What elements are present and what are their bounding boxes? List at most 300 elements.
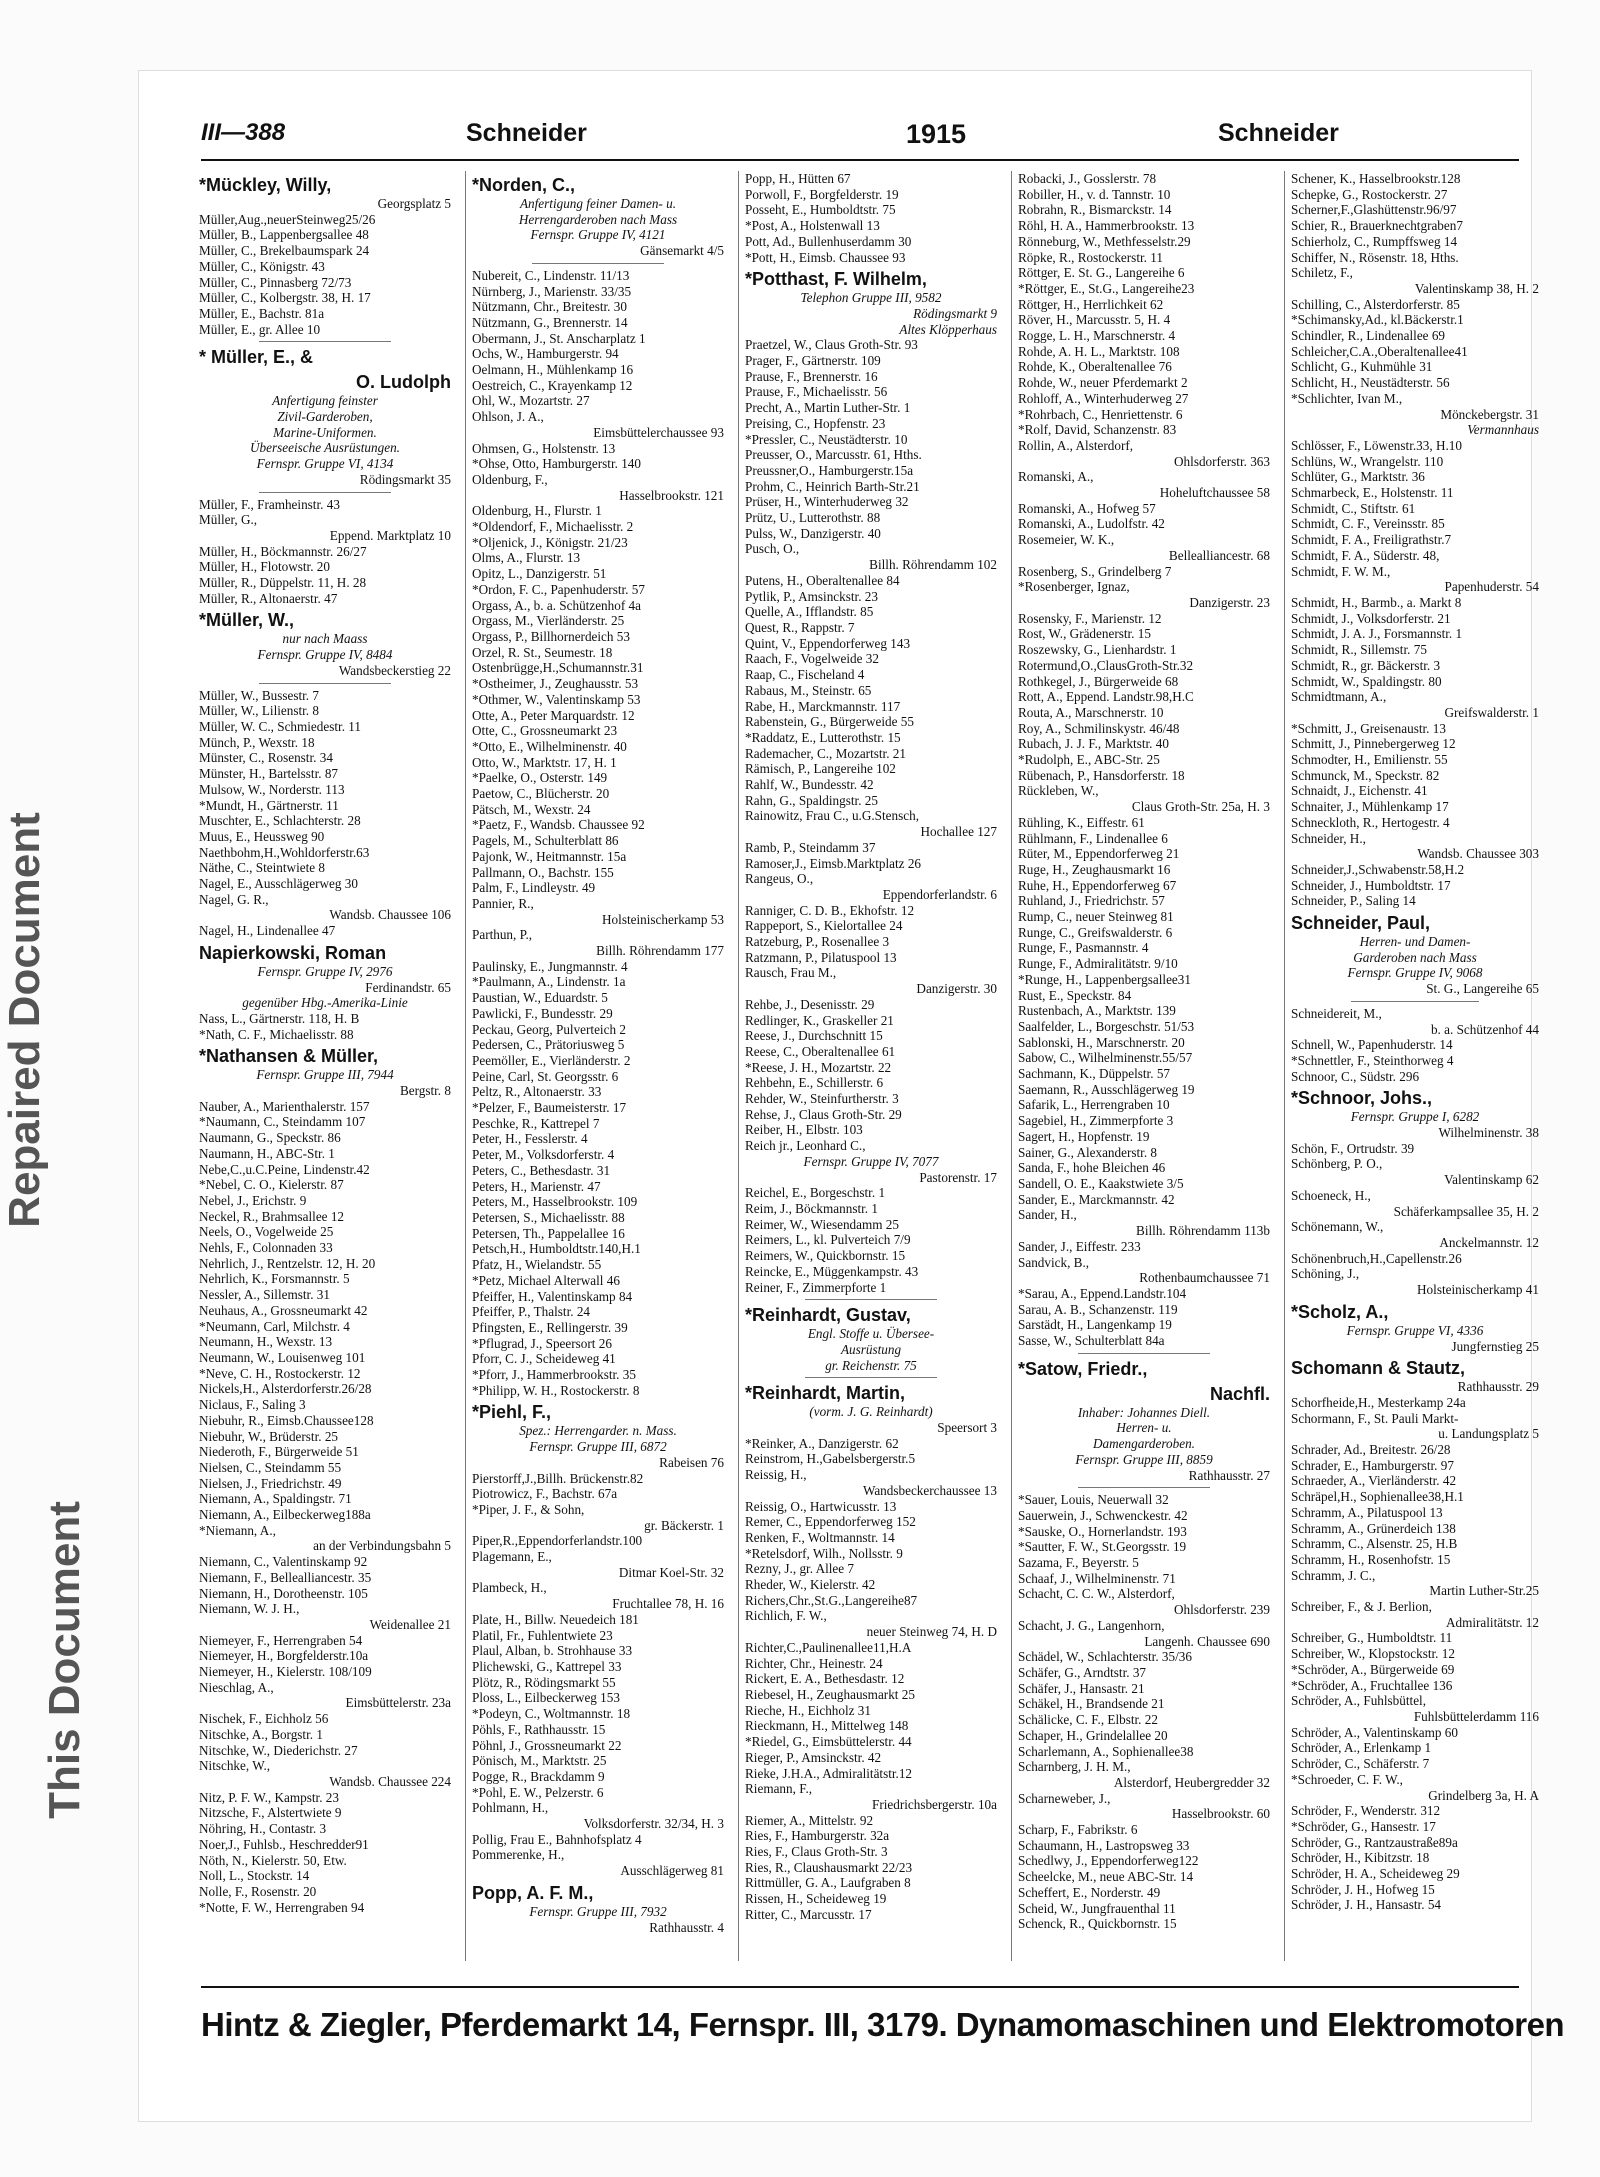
directory-entry: Rainowitz, Frau C., u.G.Stensch,	[745, 808, 919, 824]
directory-entry: Roy, A., Schmilinskystr. 46/48	[1018, 720, 1180, 736]
directory-entry: Peine, Carl, St. Georgsstr. 6	[472, 1068, 619, 1084]
directory-entry: Scheelcke, M., neue ABC-Str. 14	[1018, 1869, 1194, 1885]
directory-entry: Rahlf, W., Bundesstr. 42	[745, 777, 874, 793]
directory-entry: Riemann, F.,	[745, 1781, 813, 1797]
entry-separator	[532, 263, 664, 264]
directory-entry: *Neve, C. H., Rostockerstr. 12	[199, 1365, 361, 1381]
directory-entry: Schmidt, R., Sillemstr. 75	[1291, 642, 1427, 658]
directory-entry: Prohm, C., Heinrich Barth-Str.21	[745, 478, 920, 494]
directory-entry: Schneider, H.,	[1291, 830, 1366, 846]
directory-entry: Schramm, C., Alsenstr. 25, H.B	[1291, 1536, 1458, 1552]
directory-entry: Fernspr. Gruppe VI, 4336	[1346, 1322, 1484, 1338]
directory-entry: *Piper, J. F., & Sohn,	[472, 1501, 585, 1517]
directory-entry: Schröder, A., Fuhlsbüttel,	[1291, 1693, 1427, 1709]
directory-entry: Billh. Röhrendamm 102	[869, 557, 997, 573]
directory-entry: Fernspr. Gruppe IV, 8484	[257, 647, 393, 663]
directory-entry: Rheder, W., Kielerstr. 42	[745, 1577, 876, 1593]
directory-entry: Ferdinandstr. 65	[365, 979, 451, 995]
directory-entry: Rothkegel, J., Bürgerweide 68	[1018, 673, 1179, 689]
directory-entry: Reissig, H.,	[745, 1467, 807, 1483]
directory-entry: *Paetz, F., Wandsb. Chaussee 92	[472, 817, 645, 833]
directory-entry: Orzel, R. St., Seumestr. 18	[472, 644, 613, 660]
directory-entry: Rustenbach, A., Marktstr. 139	[1018, 1003, 1176, 1019]
directory-entry: Prütz, U., Lutterothstr. 88	[745, 510, 881, 526]
directory-entry: Schomann & Stautz,	[1291, 1358, 1466, 1379]
directory-entry: Scheffert, E., Norderstr. 49	[1018, 1884, 1161, 1900]
directory-entry: Nieschlag, A.,	[199, 1679, 274, 1695]
directory-entry: Niemann, F., Bellealliancestr. 35	[199, 1569, 372, 1585]
directory-entry: *Schnettler, F., Steinthorweg 4	[1291, 1052, 1454, 1068]
directory-entry: Riemer, A., Mittelstr. 92	[745, 1812, 874, 1828]
directory-entry: Schramm, H., Rosenhofstr. 15	[1291, 1551, 1451, 1567]
directory-entry: Rödingsmarkt 9	[913, 305, 997, 321]
header-rule	[201, 159, 1519, 161]
directory-entry: *Othmer, W., Valentinskamp 53	[472, 691, 641, 707]
directory-entry: Rabaus, M., Steinstr. 65	[745, 682, 872, 698]
directory-entry: Danzigerstr. 30	[916, 981, 997, 997]
directory-entry: *Sautter, F. W., St.Georgsstr. 19	[1018, 1539, 1187, 1555]
directory-entry: Näthe, C., Steintwiete 8	[199, 860, 325, 876]
directory-entry: Engl. Stoffe u. Übersee-	[807, 1326, 935, 1342]
directory-entry: Pfingsten, E., Rellingerstr. 39	[472, 1319, 628, 1335]
directory-entry: Pusch, O.,	[745, 541, 800, 557]
directory-entry: Fuhlsbüttelerdamm 116	[1413, 1708, 1539, 1724]
directory-entry: Ries, F., Claus Groth-Str. 3	[745, 1844, 888, 1860]
directory-entry: Robacki, J., Gosslerstr. 78	[1018, 171, 1157, 186]
directory-entry: Rosenberg, S., Grindelberg 7	[1018, 563, 1172, 579]
directory-entry: Wandsb. Chaussee 224	[329, 1773, 451, 1789]
directory-entry: Neels, O., Vogelweide 25	[199, 1224, 334, 1240]
entry-separator	[259, 492, 391, 493]
directory-entry: Nehls, F., Colonnaden 33	[199, 1240, 333, 1256]
directory-entry: Scheid, W., Jungfrauenthal 11	[1018, 1900, 1176, 1916]
directory-entry: Schneckloth, R., Hertogestr. 4	[1291, 814, 1450, 830]
directory-entry: Telephon Gruppe III, 9582	[800, 290, 942, 306]
column-4	[1018, 171, 1270, 1961]
directory-entry: Schröder, J. H., Hofweg 15	[1291, 1881, 1435, 1897]
directory-entry: Schröder, A., Valentinskamp 60	[1291, 1724, 1458, 1740]
directory-entry: Schmidt, F. A., Süderstr. 48,	[1291, 547, 1440, 563]
directory-entry: Sarstädt, H., Langenkamp 19	[1018, 1317, 1172, 1333]
directory-entry: Oldenburg, H., Flurstr. 1	[472, 503, 602, 519]
directory-entry: Ohlsdorferstr. 239	[1174, 1602, 1270, 1618]
directory-entry: Wandsbeckerchaussee 13	[862, 1482, 997, 1498]
directory-entry: Müller, H., Böckmannstr. 26/27	[199, 543, 367, 559]
directory-entry: Oestreich, C., Krayenkamp 12	[472, 377, 633, 393]
directory-entry: Ruhe, H., Eppendorferweg 67	[1018, 877, 1177, 893]
directory-entry: Pönisch, M., Marktstr. 25	[472, 1753, 607, 1769]
directory-entry: Sagebiel, H., Zimmerpforte 3	[1018, 1113, 1174, 1129]
directory-entry: Reese, J., Durchschnitt 15	[745, 1028, 883, 1044]
directory-entry: Schepke, G., Rostockerstr. 27	[1291, 186, 1448, 202]
column-divider	[1284, 171, 1285, 1961]
directory-entry: Billh. Röhrendamm 177	[596, 943, 724, 959]
directory-entry: Hoheluftchaussee 58	[1159, 485, 1270, 501]
directory-entry: Schönenbruch,H.,Capellenstr.26	[1291, 1250, 1462, 1266]
directory-entry: Riebesel, H., Zeughausmarkt 25	[745, 1686, 915, 1702]
directory-entry: Rathhausstr. 27	[1188, 1467, 1270, 1483]
directory-entry: Niemann, A., Eilbeckerweg188a	[199, 1507, 371, 1523]
directory-entry: gr. Bäckerstr. 1	[644, 1517, 724, 1533]
directory-entry: Petersen, S., Michaelisstr. 88	[472, 1210, 625, 1225]
entry-separator	[259, 341, 391, 342]
directory-entry: Rübenach, P., Hansdorferstr. 18	[1018, 767, 1185, 783]
directory-entry: Röttger, H., Herrlichkeit 62	[1018, 296, 1164, 312]
directory-entry: Reichel, E., Borgeschstr. 1	[745, 1185, 886, 1201]
directory-entry: Schmidt, C., Stiftstr. 61	[1291, 500, 1416, 516]
directory-entry: *Schröder, A., Fruchtallee 136	[1291, 1677, 1453, 1693]
directory-entry: Paustian, W., Eduardstr. 5	[472, 990, 608, 1006]
directory-entry: Rönneburg, W., Methfesselstr.29	[1018, 233, 1191, 249]
directory-entry: Nehrlich, J., Rentzelstr. 12, H. 20	[199, 1255, 376, 1271]
directory-entry: Nielsen, C., Steindamm 55	[199, 1459, 342, 1475]
directory-entry: Rosemeier, W. K.,	[1018, 532, 1115, 548]
directory-entry: Schier, R., Brauerknechtgraben7	[1291, 218, 1463, 234]
directory-entry: Pöhls, F., Rathhausstr. 15	[472, 1721, 606, 1737]
directory-entry: Preising, C., Hopfenstr. 23	[745, 415, 886, 431]
directory-entry: Rappeport, S., Kielortallee 24	[745, 918, 903, 934]
directory-entry: Rohloff, A., Winterhuderweg 27	[1018, 390, 1189, 406]
directory-entry: Petsch,H., Humboldtstr.140,H.1	[472, 1241, 641, 1257]
directory-entry: Sander, J., Eiffestr. 233	[1018, 1238, 1141, 1254]
directory-entry: Schneider,J.,Schwabenstr.58,H.2	[1291, 861, 1465, 877]
directory-entry: Reincke, E., Müggenkampstr. 43	[745, 1263, 919, 1279]
directory-entry: Valentinskamp 38, H. 2	[1414, 280, 1539, 296]
directory-entry: Peters, M., Hasselbrookstr. 109	[472, 1194, 638, 1210]
directory-entry: Marine-Uniformen.	[273, 424, 377, 440]
directory-entry: Romanski, A.,	[1018, 469, 1094, 485]
directory-entry: Safarik, L., Herrengraben 10	[1018, 1097, 1170, 1113]
directory-entry: Naumann, G., Speckstr. 86	[199, 1130, 341, 1146]
column-5	[1291, 171, 1539, 1961]
directory-entry: Schramm, J. C.,	[1291, 1567, 1376, 1583]
directory-entry: Müller, R., Düppelstr. 11, H. 28	[199, 575, 367, 591]
directory-entry: Schenck, R., Quickbornstr. 15	[1018, 1916, 1177, 1932]
directory-entry: Schormann, F., St. Pauli Markt-	[1291, 1410, 1459, 1426]
directory-entry: Inhaber: Johannes Diell.	[1077, 1404, 1211, 1420]
directory-entry: Papenhuderstr. 54	[1444, 579, 1539, 595]
directory-entry: (vorm. J. G. Reinhardt)	[809, 1404, 933, 1420]
directory-entry: Valentinskamp 62	[1444, 1172, 1539, 1188]
directory-entry: Fernspr. Gruppe VI, 4134	[256, 456, 394, 472]
directory-entry: Peters, H., Marienstr. 47	[472, 1178, 601, 1194]
directory-entry: Schröder, G., Rantzaustraße89a	[1291, 1834, 1458, 1850]
directory-entry: Speersort 3	[937, 1420, 997, 1436]
directory-entry: Fruchtallee 78, H. 16	[612, 1596, 724, 1612]
directory-entry: Müller, G.,	[199, 512, 258, 528]
directory-entry: Fernspr. Gruppe IV, 2976	[257, 963, 393, 979]
directory-entry: Pfeiffer, P., Thalstr. 24	[472, 1304, 591, 1320]
directory-entry: Röhl, H. A., Hammerbrookstr. 13	[1018, 218, 1195, 234]
directory-entry: Ratzeburg, P., Rosenallee 3	[745, 934, 890, 950]
directory-entry: Rödingsmarkt 35	[359, 471, 451, 487]
directory-entry: Opitz, L., Danzigerstr. 51	[472, 566, 607, 582]
directory-entry: Schreiber, F., & J. Berlion,	[1291, 1599, 1432, 1615]
directory-entry: Münch, P., Wexstr. 18	[199, 734, 315, 750]
directory-entry: Eimsbüttelerchaussee 93	[593, 424, 724, 440]
directory-entry: Münster, C., Rosenstr. 34	[199, 750, 333, 766]
directory-entry: Müller, C., Brekelbaumspark 24	[199, 243, 370, 259]
directory-entry: Nickels,H., Alsterdorferstr.26/28	[199, 1381, 372, 1397]
directory-page	[138, 70, 1565, 2122]
directory-entry: Reiner, F., Zimmerpforte 1	[745, 1279, 887, 1295]
directory-entry: Danzigerstr. 23	[1189, 594, 1270, 610]
directory-entry: Routa, A., Marschnerstr. 10	[1018, 704, 1164, 720]
directory-entry: Vermannhaus	[1467, 422, 1539, 438]
directory-entry: Raach, F., Vogelweide 32	[745, 651, 879, 667]
directory-entry: *Reinhardt, Gustav,	[745, 1305, 911, 1326]
directory-entry: Pajonk, W., Heitmannstr. 15a	[472, 848, 627, 864]
directory-entry: Ratzmann, P., Pilatuspool 13	[745, 949, 897, 965]
directory-entry: Garderoben nach Mass	[1353, 949, 1477, 965]
directory-entry: Schmidt, F. W. M.,	[1291, 563, 1391, 579]
directory-entry: Precht, A., Martin Luther-Str. 1	[745, 400, 911, 416]
directory-entry: Fernspr. Gruppe IV, 4121	[530, 227, 666, 243]
directory-entry: Nützmann, G., Brennerstr. 14	[472, 314, 628, 330]
directory-entry: Nielsen, J., Friedrichstr. 49	[199, 1475, 342, 1491]
directory-entry: Schramm, A., Grünerdeich 138	[1291, 1520, 1456, 1536]
directory-entry: Rathhausstr. 29	[1457, 1379, 1539, 1395]
entry-separator	[1078, 1353, 1210, 1354]
directory-entry: Schilling, C., Alsterdorferstr. 85	[1291, 296, 1460, 312]
directory-entry: Greifswalderstr. 1	[1444, 704, 1539, 720]
directory-entry: *Pressler, C., Neustädterstr. 10	[745, 431, 908, 447]
directory-entry: Spez.: Herrengarder. n. Mass.	[519, 1423, 677, 1439]
directory-entry: *Reinhardt, Martin,	[745, 1383, 906, 1404]
directory-entry: Schröder, H., Kibitzstr. 18	[1291, 1850, 1430, 1866]
directory-entry: Nöhring, H., Contastr. 3	[199, 1821, 327, 1837]
directory-entry: Pallmann, O., Bachstr. 155	[472, 864, 614, 880]
directory-entry: Sablonski, H., Marschnerstr. 20	[1018, 1034, 1185, 1050]
directory-entry: Rehbe, J., Desenisstr. 29	[745, 996, 875, 1012]
directory-entry: Schedlwy, J., Eppendorferweg122	[1018, 1853, 1199, 1869]
directory-entry: Richter, Chr., Heinestr. 24	[745, 1655, 883, 1671]
directory-entry: Müller, W. C., Schmiedestr. 11	[199, 718, 361, 734]
directory-entry: Posseht, E., Humboldtstr. 75	[745, 202, 896, 218]
directory-entry: Pierstorff,J.,Billh. Brückenstr.82	[472, 1470, 644, 1486]
directory-entry: Rieger, P., Amsinckstr. 42	[745, 1749, 882, 1765]
directory-entry: Nolle, F., Rosenstr. 20	[199, 1883, 317, 1899]
directory-entry: Reimers, W., Quickbornstr. 15	[745, 1248, 906, 1264]
directory-entry: Martin Luther-Str.25	[1429, 1583, 1539, 1599]
directory-entry: *Philipp, W. H., Rostockerstr. 8	[472, 1382, 640, 1398]
directory-entry: Reese, C., Oberaltenallee 61	[745, 1043, 896, 1059]
directory-entry: Nachfl.	[1209, 1383, 1270, 1404]
directory-entry: *Pforr, J., Hammerbrookstr. 35	[472, 1367, 636, 1383]
directory-entry: Rump, C., neuer Steinweg 81	[1018, 909, 1174, 925]
directory-entry: Schiffer, N., Rösenstr. 18, Hths.	[1291, 249, 1459, 265]
directory-entry: Georgsplatz 5	[377, 196, 451, 211]
directory-entry: *Paulmann, A., Lindenstr. 1a	[472, 974, 626, 990]
directory-entry: Napierkowski, Roman	[199, 942, 387, 963]
directory-entry: Rehbehn, E., Schillerstr. 6	[745, 1075, 884, 1091]
directory-entry: Schaaf, J., Wilhelminenstr. 71	[1018, 1570, 1176, 1586]
directory-entry: Fernspr. Gruppe III, 7944	[256, 1067, 394, 1083]
directory-entry: Plate, H., Billw. Neuedeich 181	[472, 1611, 639, 1627]
directory-entry: Schönemann, W.,	[1291, 1219, 1384, 1235]
directory-entry: Richter,C.,Paulinenallee11,H.A	[745, 1639, 912, 1655]
directory-entry: Pogge, R., Brackdamm 9	[472, 1768, 605, 1784]
directory-entry: *Müller, W.,	[199, 610, 295, 631]
directory-entry: Romanski, A., Hofweg 57	[1018, 500, 1156, 516]
directory-entry: Peschke, R., Kattrepel 7	[472, 1115, 600, 1131]
directory-entry: Peters, C., Bethesdastr. 31	[472, 1162, 611, 1178]
directory-entry: Ramoser,J., Eimsb.Marktplatz 26	[745, 855, 922, 871]
directory-entry: Niemeyer, F., Herrengraben 54	[199, 1632, 363, 1648]
directory-entry: Ohl, W., Mozartstr. 27	[472, 393, 590, 409]
directory-entry: Rämisch, P., Langereihe 102	[745, 761, 896, 777]
directory-entry: Preussner,O., Hamburgerstr.15a	[745, 462, 914, 478]
directory-entry: *Otto, E., Wilhelminenstr. 40	[472, 738, 627, 754]
directory-entry: Ramb, P., Steindamm 37	[745, 839, 876, 855]
directory-entry: Müller, B., Lappenbergsallee 48	[199, 227, 369, 243]
directory-entry: Rogge, L. H., Marschnerstr. 4	[1018, 328, 1176, 344]
directory-entry: Bergstr. 8	[399, 1083, 451, 1099]
directory-entry: Billh. Röhrendamm 113b	[1136, 1223, 1270, 1239]
directory-entry: Rathhausstr. 4	[649, 1919, 724, 1935]
directory-entry: *Ostheimer, J., Zeughausstr. 53	[472, 676, 639, 692]
directory-entry: Schrader, E., Hamburgerstr. 97	[1291, 1457, 1454, 1473]
directory-entry: Nitschke, W., Diederichstr. 27	[199, 1742, 358, 1758]
directory-entry: Admiralitätstr. 12	[1445, 1614, 1539, 1630]
directory-entry: *Raddatz, E., Lutterothstr. 15	[745, 729, 901, 745]
directory-entry: Reich jr., Leonhard C.,	[745, 1138, 866, 1154]
directory-entry: Schnell, W., Papenhuderstr. 14	[1291, 1037, 1453, 1053]
directory-entry: Fernspr. Gruppe III, 7932	[529, 1903, 667, 1919]
directory-entry: Rehse, J., Claus Groth-Str. 29	[745, 1106, 902, 1122]
column-3	[745, 171, 997, 1961]
directory-entry: Orgass, P., Billhornerdeich 53	[472, 628, 630, 644]
directory-entry: Neckel, R., Brahmsallee 12	[199, 1208, 345, 1224]
directory-entry: Remer, C., Eppendorferweg 152	[745, 1514, 916, 1530]
directory-entry: Röver, H., Marcusstr. 5, H. 4	[1018, 312, 1171, 328]
directory-entry: Schmarbeck, E., Holstenstr. 11	[1291, 485, 1454, 501]
directory-entry: Ranniger, C. D. B., Ekhofstr. 12	[745, 902, 915, 918]
directory-entry: Mönckebergstr. 31	[1440, 406, 1539, 422]
directory-entry: Rieke, J.H.A., Admiralitätstr.12	[745, 1765, 913, 1781]
directory-entry: Prüser, H., Winterhuderweg 32	[745, 494, 909, 510]
sidebar-label-top: Repaired Document	[0, 812, 49, 1228]
directory-entry: Müller, E., gr. Allee 10	[199, 321, 321, 337]
directory-entry: Hasselbrookstr. 60	[1171, 1806, 1270, 1822]
directory-entry: *Naumann, C., Steindamm 107	[199, 1114, 366, 1130]
directory-entry: Rausch, Frau M.,	[745, 965, 837, 981]
directory-entry: Nessler, A., Sillemstr. 31	[199, 1287, 330, 1303]
directory-entry: Schleicher,C.A.,Oberaltenallee41	[1291, 343, 1468, 359]
directory-entry: Prause, F., Michaelisstr. 56	[745, 384, 888, 400]
directory-entry: O. Ludolph	[356, 372, 451, 393]
directory-entry: Pott, Ad., Bullenhuserdamm 30	[745, 233, 912, 249]
directory-entry: Schmidt, H., Barmb., a. Markt 8	[1291, 594, 1462, 610]
directory-entry: Ostenbrügge,H.,Schumannstr.31	[472, 660, 644, 676]
directory-entry: Altes Klöpperhaus	[899, 321, 997, 337]
directory-entry: Reissig, O., Hartwicusstr. 13	[745, 1498, 897, 1514]
directory-entry: *Ohse, Otto, Hamburgerstr. 140	[472, 456, 641, 472]
directory-entry: Schlüter, G., Marktstr. 36	[1291, 469, 1425, 485]
directory-entry: Muus, E., Heussweg 90	[199, 828, 325, 844]
directory-entry: Nebe,C.,u.C.Peine, Lindenstr.42	[199, 1161, 370, 1177]
directory-entry: Redlinger, K., Graskeller 21	[745, 1012, 894, 1028]
directory-entry: Hasselbrookstr. 121	[619, 487, 724, 503]
directory-entry: *Nathansen & Müller,	[199, 1046, 379, 1067]
directory-entry: Wilhelminenstr. 38	[1438, 1125, 1539, 1141]
directory-entry: Scharnberg, J. H. M.,	[1018, 1759, 1131, 1775]
directory-entry: Holsteinischerkamp 41	[1417, 1282, 1539, 1298]
directory-entry: an der Verbindungsbahn 5	[313, 1538, 451, 1554]
directory-entry: b. a. Schützenhof 44	[1430, 1021, 1539, 1037]
directory-entry: Oldenburg, F.,	[472, 471, 548, 487]
directory-entry: Runge, F., Pasmannstr. 4	[1018, 940, 1149, 956]
directory-entry: Scharp, F., Fabrikstr. 6	[1018, 1822, 1138, 1838]
directory-entry: Ploss, L., Eilbeckerweg 153	[472, 1690, 620, 1706]
directory-entry: *Schlichter, Ivan M.,	[1291, 390, 1403, 406]
directory-entry: St. G., Langereihe 65	[1426, 981, 1539, 997]
directory-entry: Reinstrom, H.,Gabelsbergerstr.5	[745, 1451, 916, 1467]
directory-entry: *Sarau, A., Eppend.Landstr.104	[1018, 1285, 1187, 1301]
directory-entry: Naethbohm,H.,Wohldorferstr.63	[199, 844, 370, 860]
directory-entry: *Petz, Michael Alterwall 46	[472, 1272, 620, 1288]
directory-entry: Schneider, Paul,	[1291, 913, 1431, 934]
directory-entry: Paulinsky, E., Jungmannstr. 4	[472, 958, 628, 974]
directory-entry: Plambeck, H.,	[472, 1580, 547, 1596]
directory-entry: Müller, W., Lilienstr. 8	[199, 703, 319, 719]
directory-entry: Ries, R., Claushausmarkt 22/23	[745, 1859, 913, 1875]
directory-entry: Ohmsen, G., Holstenstr. 13	[472, 440, 616, 456]
directory-entry: Runge, F., Admiralitätstr. 9/10	[1018, 956, 1178, 972]
directory-entry: Herren- und Damen-	[1359, 934, 1471, 950]
directory-entry: Reiber, H., Elbstr. 103	[745, 1122, 863, 1138]
directory-entry: gr. Reichenstr. 75	[825, 1357, 917, 1373]
directory-entry: Paetow, C., Blücherstr. 20	[472, 786, 610, 802]
directory-entry: Rabe, H., Marckmannstr. 117	[745, 698, 901, 714]
header-left-name: Schneider	[466, 119, 587, 147]
directory-entry: Pawlicki, F., Bundesstr. 29	[472, 1005, 613, 1021]
directory-entry: Palm, F., Lindleystr. 49	[472, 880, 596, 896]
directory-entry: Noer,J., Fuhlsb., Heschredder91	[199, 1836, 369, 1852]
directory-entry: Schröder, H. A., Scheideweg 29	[1291, 1866, 1460, 1882]
directory-entry: Schramm, A., Pilatuspool 13	[1291, 1504, 1443, 1520]
directory-entry: Sabow, C., Wilhelminenstr.55/57	[1018, 1050, 1193, 1066]
directory-entry: Röttger, E. St. G., Langereihe 6	[1018, 265, 1185, 281]
directory-entry: Sandell, O. E., Kaakstwiete 3/5	[1018, 1176, 1184, 1191]
directory-entry: Plagemann, E.,	[472, 1549, 552, 1565]
directory-entry: Schmidt, J., Volksdorferstr. 21	[1291, 610, 1451, 626]
directory-entry: *Rohrbach, C., Henriettenstr. 6	[1018, 406, 1183, 422]
directory-entry: Peemöller, E., Vierländerstr. 2	[472, 1052, 631, 1068]
directory-entry: Roszewsky, G., Lienhardstr. 1	[1018, 642, 1177, 658]
directory-entry: *Piehl, F.,	[472, 1402, 552, 1423]
directory-entry: nur nach Maass	[282, 631, 368, 647]
directory-entry: *Potthast, F. Wilhelm,	[745, 269, 927, 290]
directory-entry: Müller, F., Framheinstr. 43	[199, 496, 340, 512]
sidebar-label-bottom: This Document	[40, 1501, 89, 1819]
directory-entry: Wandsb. Chaussee 106	[329, 907, 451, 923]
directory-entry: Schorfheide,H., Mesterkamp 24a	[1291, 1394, 1466, 1410]
directory-entry: Nitz, P. F. W., Kampstr. 23	[199, 1789, 339, 1805]
directory-entry: Schacht, C. C. W., Alsterdorf,	[1018, 1586, 1175, 1602]
directory-entry: Rissen, H., Scheideweg 19	[745, 1891, 887, 1907]
directory-entry: *Scholz, A.,	[1291, 1301, 1389, 1322]
directory-entry: Schmidt, F. A., Freiligrathstr.7	[1291, 532, 1452, 548]
directory-entry: Piper,R.,Eppendorferlandstr.100	[472, 1533, 643, 1549]
directory-entry: Nitzsche, F., Alstertwiete 9	[199, 1805, 342, 1821]
directory-entry: Ausrüstung	[840, 1341, 902, 1357]
directory-entry: Pfatz, H., Wielandstr. 55	[472, 1257, 602, 1273]
directory-entry: Schräpel,H., Sophienallee38,H.1	[1291, 1489, 1464, 1505]
directory-entry: Alsterdorf, Heubergredder 32	[1113, 1774, 1270, 1790]
directory-entry: Quint, V., Eppendorferweg 143	[745, 635, 911, 651]
directory-entry: Schindler, R., Lindenallee 69	[1291, 328, 1446, 344]
